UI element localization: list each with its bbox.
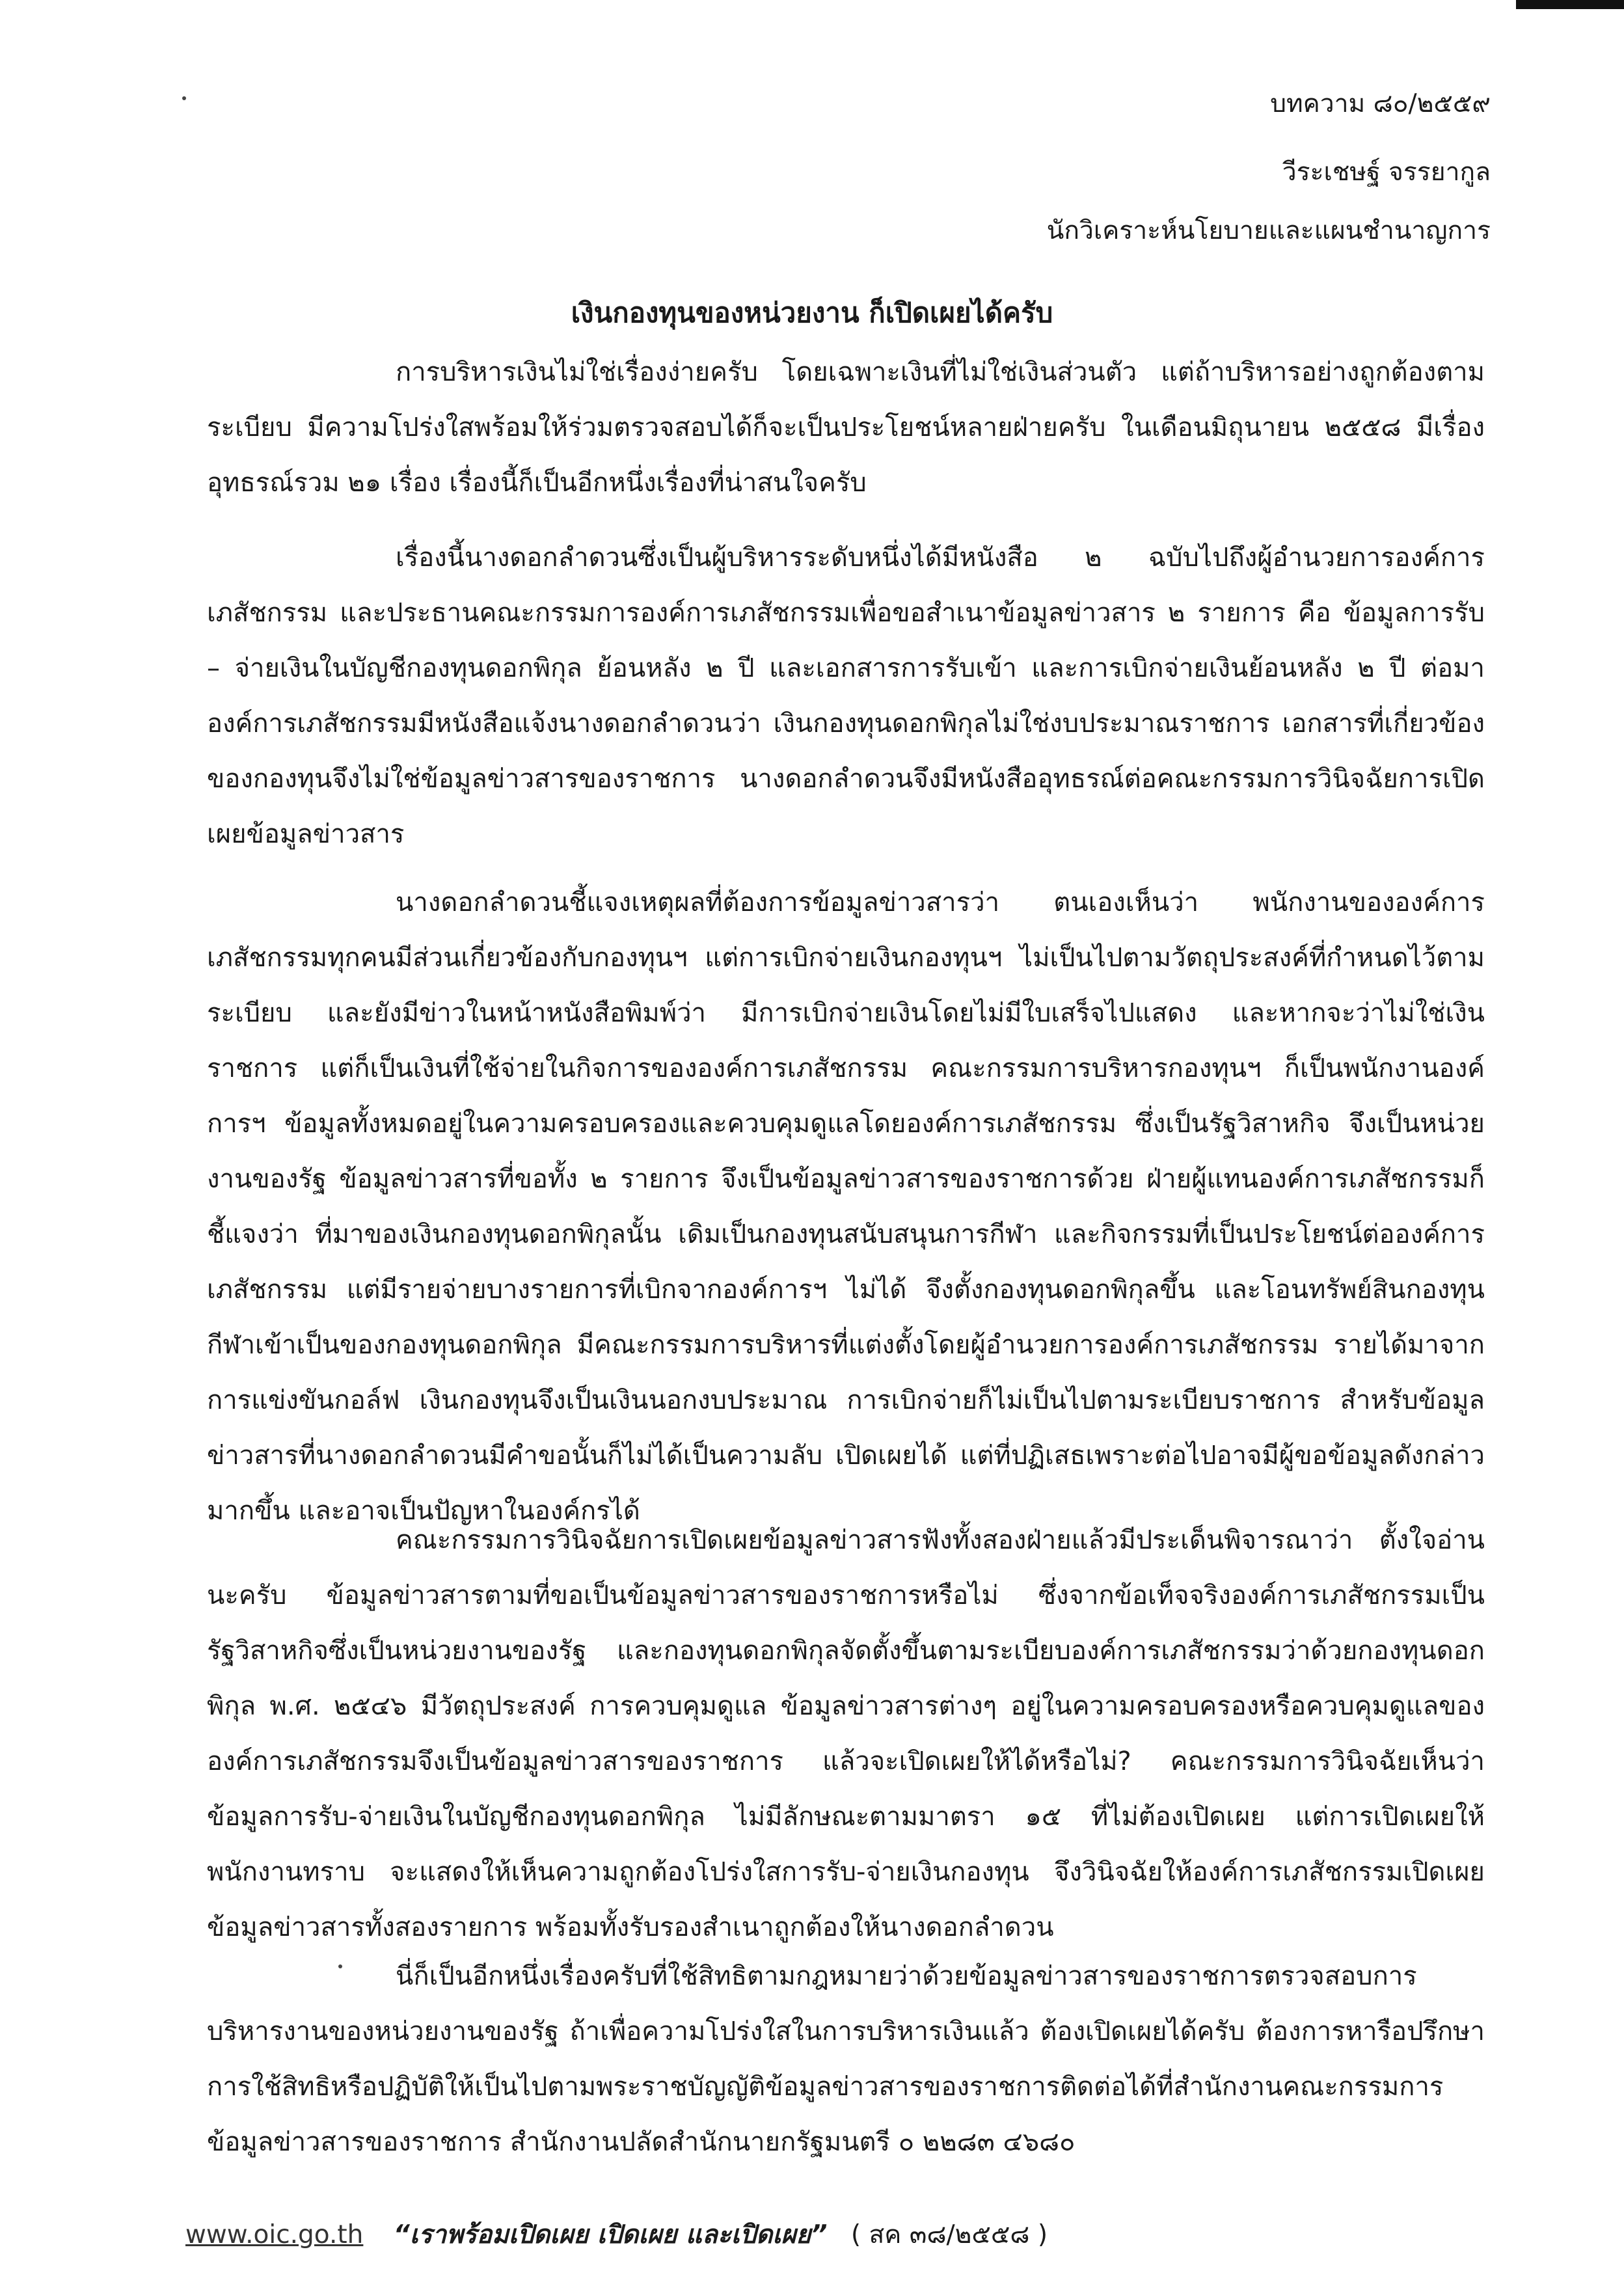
page-title: เงินกองทุนของหน่วยงาน ก็เปิดเผยได้ครับ: [571, 297, 1053, 329]
author-position: นักวิเคราะห์นโยบายและแผนชำนาญการ: [1046, 216, 1491, 245]
paragraph-arguments: นางดอกลำดวนชี้แจงเหตุผลที่ต้องการข้อมูลข่าวสารว่า ตนเองเห็นว่า พนักงานขององค์การเภสัชกรรมทุกคนมีส่วนเกี่ยวข้องกับกองทุนฯ แต่การเบิกจ่ายเงินกองทุนฯ ไม่เป็นไปตามวัตถุประสงค์ที่กำหนดไว้ตามระเบียบ และยังมีข่าวในหน้าหนังสือพิมพ์ว่า มีการเบิกจ่ายเงินโดยไม่มีใบเสร็จไปแสดง และหากจะว่าไม่ใช่เงินราชการ แต่ก็เป็นเงินที่ใช้จ่ายในกิจการขององค์การเภสัชกรรม คณะกรรมการบริหารกองทุนฯ ก็เป็นพนักงานองค์การฯ ข้อมูลทั้งหมดอยู่ในความครอบครองและควบคุมดูแลโดยองค์การเภสัชกรรม ซึ่งเป็นรัฐวิสาหกิจ จึงเป็นหน่วยงานของรัฐ ข้อมูลข่าวสารที่ขอทั้ง ๒ รายการ จึงเป็นข้อมูลข่าวสารของราชการด้วย ฝ่ายผู้แทนองค์การเภสัชกรรมก็ชี้แจงว่า ที่มาของเงินกองทุนดอกพิกุลนั้น เดิมเป็นกองทุนสนับสนุนการกีฬา และกิจกรรมที่เป็นประโยชน์ต่อองค์การเภสัชกรรม แต่มีรายจ่ายบางรายการที่เบิกจากองค์การฯ ไม่ได้ จึงตั้งกองทุนดอกพิกุลขึ้น และโอนทรัพย์สินกองทุนกีฬาเข้าเป็นของกองทุนดอกพิกุล มีคณะกรรมการบริหารที่แต่งตั้งโดยผู้อำนวยการองค์การเภสัชกรรม รายได้มาจากการแข่งขันกอล์ฟ เงินกองทุนจึงเป็นเงินนอกงบประมาณ การเบิกจ่ายก็ไม่เป็นไปตามระเบียบราชการ สำหรับข้อมูลข่าวสารที่นางดอกลำดวนมีคำขอนั้นก็ไม่ได้เป็นความลับ เปิดเผยได้ แต่ที่ปฏิเสธเพราะต่อไปอาจมีผู้ขอข้อมูลดังกล่าวมากขึ้น และอาจเป็นปัญหาในองค์กรได้: [207, 888, 1485, 1526]
speck-dot: [182, 96, 186, 100]
paragraph-decision: คณะกรรมการวินิจฉัยการเปิดเผยข้อมูลข่าวสารฟังทั้งสองฝ่ายแล้วมีประเด็นพิจารณาว่า ตั้งใจอ่านนะครับ ข้อมูลข่าวสารตามที่ขอเป็นข้อมูลข่าวสารของราชการหรือไม่ ซึ่งจากข้อเท็จจริงองค์การเภสัชกรรมเป็นรัฐวิสาหกิจซึ่งเป็นหน่วยงานของรัฐ และกองทุนดอกพิกุลจัดตั้งขึ้นตามระเบียบองค์การเภสัชกรรมว่าด้วยกองทุนดอกพิกุล พ.ศ. ๒๕๔๖ มีวัตถุประสงค์ การควบคุมดูแล ข้อมูลข่าวสารต่างๆ อยู่ในความครอบครองหรือควบคุมดูแลขององค์การเภสัชกรรมจึงเป็นข้อมูลข่าวสารของราชการ แล้วจะเปิดเผยให้ได้หรือไม่? คณะกรรมการวินิจฉัยเห็นว่า ข้อมูลการรับ-จ่ายเงินในบัญชีกองทุนดอกพิกุล ไม่มีลักษณะตามมาตรา ๑๕ ที่ไม่ต้องเปิดเผย แต่การเปิดเผยให้พนักงานทราบ จะแสดงให้เห็นความถูกต้องโปร่งใสการรับ-จ่ายเงินกองทุน จึงวินิจฉัยให้องค์การเภสัชกรรมเปิดเผยข้อมูลข่าวสารทั้งสองรายการ พร้อมทั้งรับรองสำเนาถูกต้องให้นางดอกลำดวน: [207, 1525, 1485, 1942]
paragraph-intro: การบริหารเงินไม่ใช่เรื่องง่ายครับ โดยเฉพาะเงินที่ไม่ใช่เงินส่วนตัว แต่ถ้าบริหารอย่างถูกต้องตามระเบียบ มีความโปร่งใสพร้อมให้ร่วมตรวจสอบได้ก็จะเป็นประโยชน์หลายฝ่ายครับ ในเดือนมิถุนายน ๒๕๕๘ มีเรื่องอุทธรณ์รวม ๒๑ เรื่อง เรื่องนี้ก็เป็นอีกหนึ่งเรื่องที่น่าสนใจครับ: [207, 357, 1485, 498]
footer-slogan: “เราพร้อมเปิดเผย เปิดเผย และเปิดเผย”: [393, 2220, 828, 2249]
footer-reference: ( สค ๓๘/๒๕๕๘ ): [850, 2220, 1048, 2249]
paragraph-request: เรื่องนี้นางดอกลำดวนซึ่งเป็นผู้บริหารระดับหนึ่งได้มีหนังสือ ๒ ฉบับไปถึงผู้อำนวยการองค์การเภสัชกรรม และประธานคณะกรรมการองค์การเภสัชกรรมเพื่อขอสำเนาข้อมูลข่าวสาร ๒ รายการ คือ ข้อมูลการรับ – จ่ายเงินในบัญชีกองทุนดอกพิกุล ย้อนหลัง ๒ ปี และเอกสารการรับเข้า และการเบิกจ่ายเงินย้อนหลัง ๒ ปี ต่อมาองค์การเภสัชกรรมมีหนังสือแจ้งนางดอกลำดวนว่า เงินกองทุนดอกพิกุลไม่ใช่งบประมาณราชการ เอกสารที่เกี่ยวข้องของกองทุนจึงไม่ใช่ข้อมูลข่าวสารของราชการ นางดอกลำดวนจึงมีหนังสืออุทธรณ์ต่อคณะกรรมการวินิจฉัยการเปิดเผยข้อมูลข่าวสาร: [207, 543, 1485, 849]
scan-edge-mark: [1516, 0, 1624, 9]
author-name: วีระเชษฐ์ จรรยากูล: [1282, 157, 1491, 187]
footer: [185, 2222, 1048, 2248]
website-link[interactable]: www.oic.go.th: [185, 2220, 364, 2249]
article-number: บทความ ๘๐/๒๕๕๙: [1270, 89, 1491, 118]
paragraph-conclusion: นี่ก็เป็นอีกหนึ่งเรื่องครับที่ใช้สิทธิตามกฎหมายว่าด้วยข้อมูลข่าวสารของราชการตรวจสอบการบริหารงานของหน่วยงานของรัฐ ถ้าเพื่อความโปร่งใสในการบริหารเงินแล้ว ต้องเปิดเผยได้ครับ ต้องการหารือปรึกษาการใช้สิทธิหรือปฏิบัติให้เป็นไปตามพระราชบัญญัติข้อมูลข่าวสารของราชการติดต่อได้ที่สำนักงานคณะกรรมการข้อมูลข่าวสารของราชการ สำนักงานปลัดสำนักนายกรัฐมนตรี ๐ ๒๒๘๓ ๔๖๘๐: [207, 1961, 1485, 2157]
